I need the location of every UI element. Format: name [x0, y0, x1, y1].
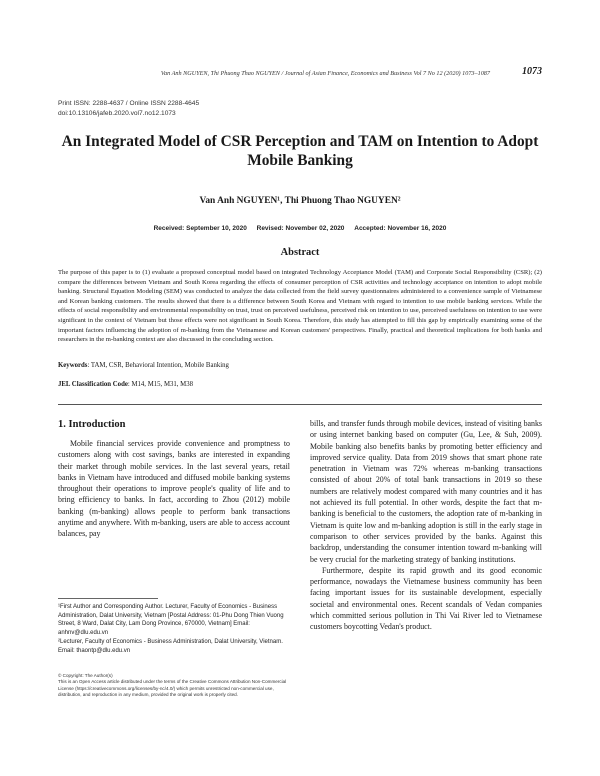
introduction-heading: 1. Introduction: [58, 419, 126, 430]
license-notice: [58, 673, 290, 699]
intro-paragraph: Furthermore, despite its rapid growth and its good economic performance, nowadays the Vietnamese business community has been facing important issues for its sustainable development, especially societal and environmental ones. Recent scandals of Vedan companies which committed serious pollution in Thi Vai River led to Vietnamese customers boycotting Vedan's product.: [310, 565, 542, 632]
paper-title: An Integrated Model of CSR Perception and TAM on Intention to Adopt Mobile Banking: [61, 133, 539, 169]
footnotes: [58, 603, 290, 657]
submission-dates: [60, 225, 540, 232]
jel-codes: [58, 381, 542, 388]
license-text: This is an Open Access article distributed under the terms of the Creative Commons Attribution Non-Commercial License (https://creativecommons.org/licenses/by-nc/4.0/) which permits unrestricted non-commercial use, distribution, and reproduction in any medium, provided the original work is properly cited.: [58, 679, 287, 698]
keywords-value: : TAM, CSR, Behavioral Intention, Mobile Banking: [87, 362, 229, 369]
abstract-text: The purpose of this paper is to (1) evaluate a proposed conceptual model based on integrated Technology Acceptance Model (TAM) and Corporate Social Responsibility (CSR); (2) compare the differences between Vietnam and South Korea regarding the effects of consumer perception of CSR activities and technology acceptance on intention to adopt mobile banking. Structural Equation Modeling (SEM) was conducted to analyze the data collected from the field survey questionnaires administered to a convenience sample of Vietnamese and Korean banking customers. The results showed that there is a difference between South Korea and Vietnam with regard to intention to use mobile banking services. While the effects of social responsibility and environmental responsibility on trust, trust on perceived usefulness, perceived risk on intention to use, perceived usefulness on intention to use were significant in the context of Vietnam but those effects were not significant in South Korea. Therefore, this study has attempted to fill this gap by empirically examining some of the important factors influencing the adoption of m-banking from the Vietnamese and Korean customers' perspectives. Finally, practical and theoretical implications for both banks and researchers in the m-banking context are also discussed in the concluding section.: [58, 269, 542, 344]
keywords: [58, 362, 542, 369]
author-list: Van Anh NGUYEN¹, Thi Phuong Thao NGUYEN²: [199, 196, 401, 206]
keywords-label: Keywords: [58, 362, 88, 369]
jel-label: JEL Classification Code: [58, 381, 128, 388]
abstract-heading: Abstract: [280, 247, 320, 258]
jel-value: : M14, M15, M31, M38: [127, 381, 194, 388]
footnote-divider: [58, 598, 158, 599]
intro-column-right: [310, 418, 542, 633]
running-header: Van Anh NGUYEN, Thi Phuong Thao NGUYEN / Journal of Asian Finance, Economics and Business Vol 7 No 12 (2020) 1073–1087: [160, 70, 490, 77]
footnote-2: ²Lecturer, Faculty of Economics - Business Administration, Dalat University, Vietnam. Email: thaontp@dlu.edu.vn: [58, 639, 283, 654]
doi-line[interactable]: doi:10.13106/jafeb.2020.vol7.no12.1073: [58, 109, 176, 117]
intro-column-left: [58, 438, 290, 540]
issn-line: Print ISSN: 2288-4637 / Online ISSN 2288-4645: [58, 100, 200, 107]
received-date: Received: September 10, 2020: [153, 225, 247, 232]
revised-date: Revised: November 02, 2020: [256, 225, 345, 232]
footnote-1: ¹First Author and Corresponding Author. Lecturer, Faculty of Economics - Business Administration, Dalat University, Vietnam [Postal Address: 01-Phu Dong Thien Vuong Street, 8 Ward, Dalat City, Lam Dong Province, 670000, Vietnam] Email: anhnv@dlu.edu.vn: [58, 604, 284, 636]
copyright-line: © Copyright: The Author(s): [58, 673, 113, 678]
accepted-date: Accepted: November 16, 2020: [354, 225, 447, 232]
intro-paragraph: Mobile financial services provide convenience and promptness to customers along with cost savings, banks are interested in expanding their market through mobile services. In the last several years, retail banks in Vietnam have introduced and diffused mobile banking systems throughout their operations to improve people's quality of life and to bring efficiency to banks. In fact, according to Zhou (2012) mobile banking (m-banking) allows people to perform bank transactions anytime and anywhere. With m-banking, users are able to access account balances, pay: [58, 439, 290, 539]
intro-paragraph: bills, and transfer funds through mobile devices, instead of visiting banks or using internet banking based on computer (Gu, Lee, & Suh, 2009). Mobile banking also benefits banks by promoting better efficiency and improved service quality. Data from 2019 shows that smart phone rate penetration in Vietnam was 72% whereas m-banking transactions consisted of about 20% of total bank transactions in 2019 so these numbers are relatively modest compared with many countries and it has not achieved its full potential. In other words, despite the fact that m-banking is beneficial to the customers, the adoption rate of m-banking in Vietnam is quite low and m-banking adoption is still in the early stage in comparison to other services provided by the banks. Against this backdrop, understanding the consumer intention toward m-banking will be very crucial for the marketing strategy of banking institutions.: [310, 419, 542, 564]
issn-block: [58, 99, 199, 118]
page-number: 1073: [522, 66, 542, 77]
section-divider: [58, 404, 542, 405]
